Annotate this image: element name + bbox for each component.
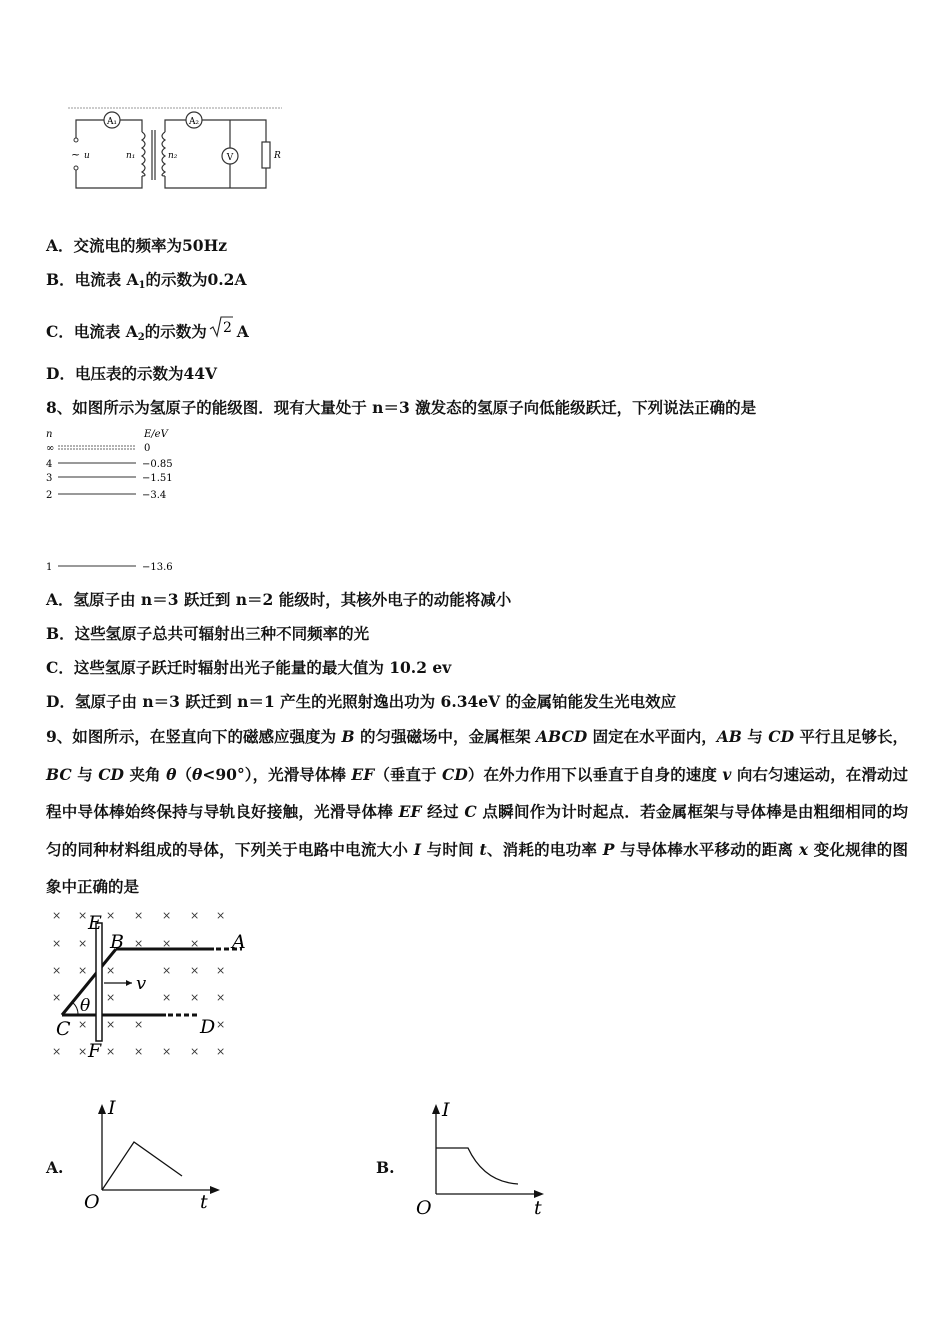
graph-b-curve — [436, 1148, 518, 1184]
label-a: A — [232, 931, 246, 953]
q7-option-c: C．电流表 $A_2$的示数为 2 A — [46, 316, 249, 348]
ammeter-a1-label: A₁ — [106, 117, 118, 127]
graph-b-y-label: I — [442, 1099, 450, 1121]
svg-text:×: × — [78, 937, 88, 950]
svg-text:×: × — [78, 1045, 88, 1058]
label-v: v — [136, 973, 147, 994]
svg-text:×: × — [52, 1045, 62, 1058]
svg-text:×: × — [190, 909, 200, 922]
svg-text:×: × — [162, 1045, 172, 1058]
source-u-label: u — [84, 151, 90, 161]
svg-text:×: × — [106, 1045, 116, 1058]
svg-text:×: × — [162, 909, 172, 922]
n2-label: n₂ — [168, 151, 178, 161]
svg-text:×: × — [106, 991, 116, 1004]
svg-text:×: × — [106, 909, 116, 922]
svg-text:2: 2 — [222, 320, 232, 336]
svg-text:×: × — [106, 1018, 116, 1031]
svg-text:×: × — [78, 909, 88, 922]
q8-option-b: B．这些氢原子总共可辐射出三种不同频率的光 — [46, 624, 370, 643]
svg-text:×: × — [216, 964, 226, 977]
svg-text:×: × — [216, 909, 226, 922]
svg-text:×: × — [216, 1018, 226, 1031]
voltmeter-label: V — [226, 153, 234, 163]
level-1-e: −13.6 — [142, 562, 173, 573]
svg-text:×: × — [106, 964, 116, 977]
e-header: E/eV — [144, 429, 168, 440]
svg-text:×: × — [134, 1045, 144, 1058]
svg-text:×: × — [190, 1045, 200, 1058]
level-inf-n: ∞ — [46, 443, 55, 454]
n1-label: n₁ — [126, 151, 136, 161]
level-1-n: 1 — [46, 562, 53, 573]
q9-stem: 9、如图所示，在竖直向下的磁感应强度为 B 的匀强磁场中，金属框架 ABCD 固定在水平面内，AB 与 CD 平行且足够长，BC 与 CD 夹角 θ（θ<90°），光滑导体棒 EF（垂直于 CD）在外力作用下以垂直于自身的速度 v 向右匀速运动，在滑动过程中导体棒始终保持与导轨良好接触，光滑导体棒 EF 经过 C 点瞬间作为计时起点．若金属框架与导体棒是由粗细相同的均匀的同种材料组成的导体，下列关于电路中电流大小 I 与时间 t、消耗的电功率 P 与导体棒水平移动的距离 x 变化规律的图象中正确的是 — [46, 727, 909, 896]
svg-text:×: × — [190, 991, 200, 1004]
sqrt-2 — [209, 316, 233, 338]
q8-option-c: C．这些氢原子跃迁时辐射出光子能量的最大值为 10.2 ev — [46, 658, 452, 677]
level-3-e: −1.51 — [142, 473, 173, 484]
svg-text:×: × — [190, 937, 200, 950]
level-4-e: −0.85 — [142, 459, 173, 470]
level-4-n: 4 — [46, 459, 53, 470]
graph-a-curve — [102, 1142, 182, 1190]
q8-option-d: D．氢原子由 n＝3 跃迁到 n＝1 产生的光照射逸出功为 6.34eV 的金属铂能发生光电效应 — [46, 692, 677, 711]
graph-a — [76, 1094, 226, 1214]
q8-stem: 8、如图所示为氢原子的能级图．现有大量处于 n＝3 激发态的氢原子向低能级跃迁，下列说法正确的是 — [46, 398, 757, 417]
q7-option-d: D．电压表的示数为44V — [46, 364, 218, 383]
svg-text:×: × — [52, 964, 62, 977]
svg-text:×: × — [216, 991, 226, 1004]
level-inf-e: 0 — [144, 443, 151, 454]
svg-text:×: × — [78, 964, 88, 977]
svg-text:×: × — [52, 937, 62, 950]
label-theta: θ — [80, 996, 91, 1016]
graph-b — [412, 1094, 562, 1218]
svg-text:×: × — [134, 1018, 144, 1031]
svg-text:×: × — [190, 964, 200, 977]
label-b: B — [110, 931, 124, 953]
q9-option-b-label: B. — [376, 1158, 395, 1177]
svg-text:×: × — [52, 991, 62, 1004]
resistor-icon — [262, 142, 270, 168]
svg-text:×: × — [52, 909, 62, 922]
level-2-n: 2 — [46, 490, 53, 501]
svg-text:×: × — [134, 937, 144, 950]
graph-a-y-label: I — [108, 1097, 116, 1119]
resistor-label: R — [274, 151, 281, 161]
svg-text:×: × — [162, 964, 172, 977]
svg-text:×: × — [216, 1045, 226, 1058]
label-f: F — [88, 1040, 102, 1062]
primary-coil-icon — [142, 132, 145, 176]
ammeter-a2-label: A₂ — [188, 117, 200, 127]
q9-option-a-label: A. — [46, 1158, 64, 1177]
level-3-n: 3 — [46, 473, 53, 484]
label-e: E — [88, 912, 102, 934]
level-2-e: −3.4 — [142, 490, 167, 501]
secondary-coil-icon — [162, 132, 165, 176]
svg-text:×: × — [134, 909, 144, 922]
ac-source-icon: ~ — [71, 148, 81, 161]
graph-b-x-label: t — [534, 1197, 542, 1218]
conductor-rod-ef — [96, 923, 102, 1041]
svg-text:×: × — [162, 991, 172, 1004]
energy-level-diagram — [44, 425, 184, 577]
transformer-circuit-diagram — [60, 100, 290, 200]
graph-a-x-label: t — [200, 1191, 208, 1213]
q7-option-b: B．电流表 $A_1$的示数为0.2A — [46, 270, 247, 291]
svg-text:×: × — [162, 937, 172, 950]
label-d: D — [200, 1016, 216, 1038]
q7-option-a: A．交流电的频率为50Hz — [46, 236, 228, 255]
label-c: C — [56, 1018, 71, 1040]
svg-text:×: × — [78, 1018, 88, 1031]
magnetic-frame-figure — [44, 905, 254, 1063]
graph-b-origin: O — [416, 1197, 432, 1218]
n-header: n — [46, 429, 53, 440]
graph-a-origin: O — [84, 1191, 100, 1213]
q8-option-a: A．氢原子由 n＝3 跃迁到 n＝2 能级时，其核外电子的动能将减小 — [46, 590, 512, 609]
